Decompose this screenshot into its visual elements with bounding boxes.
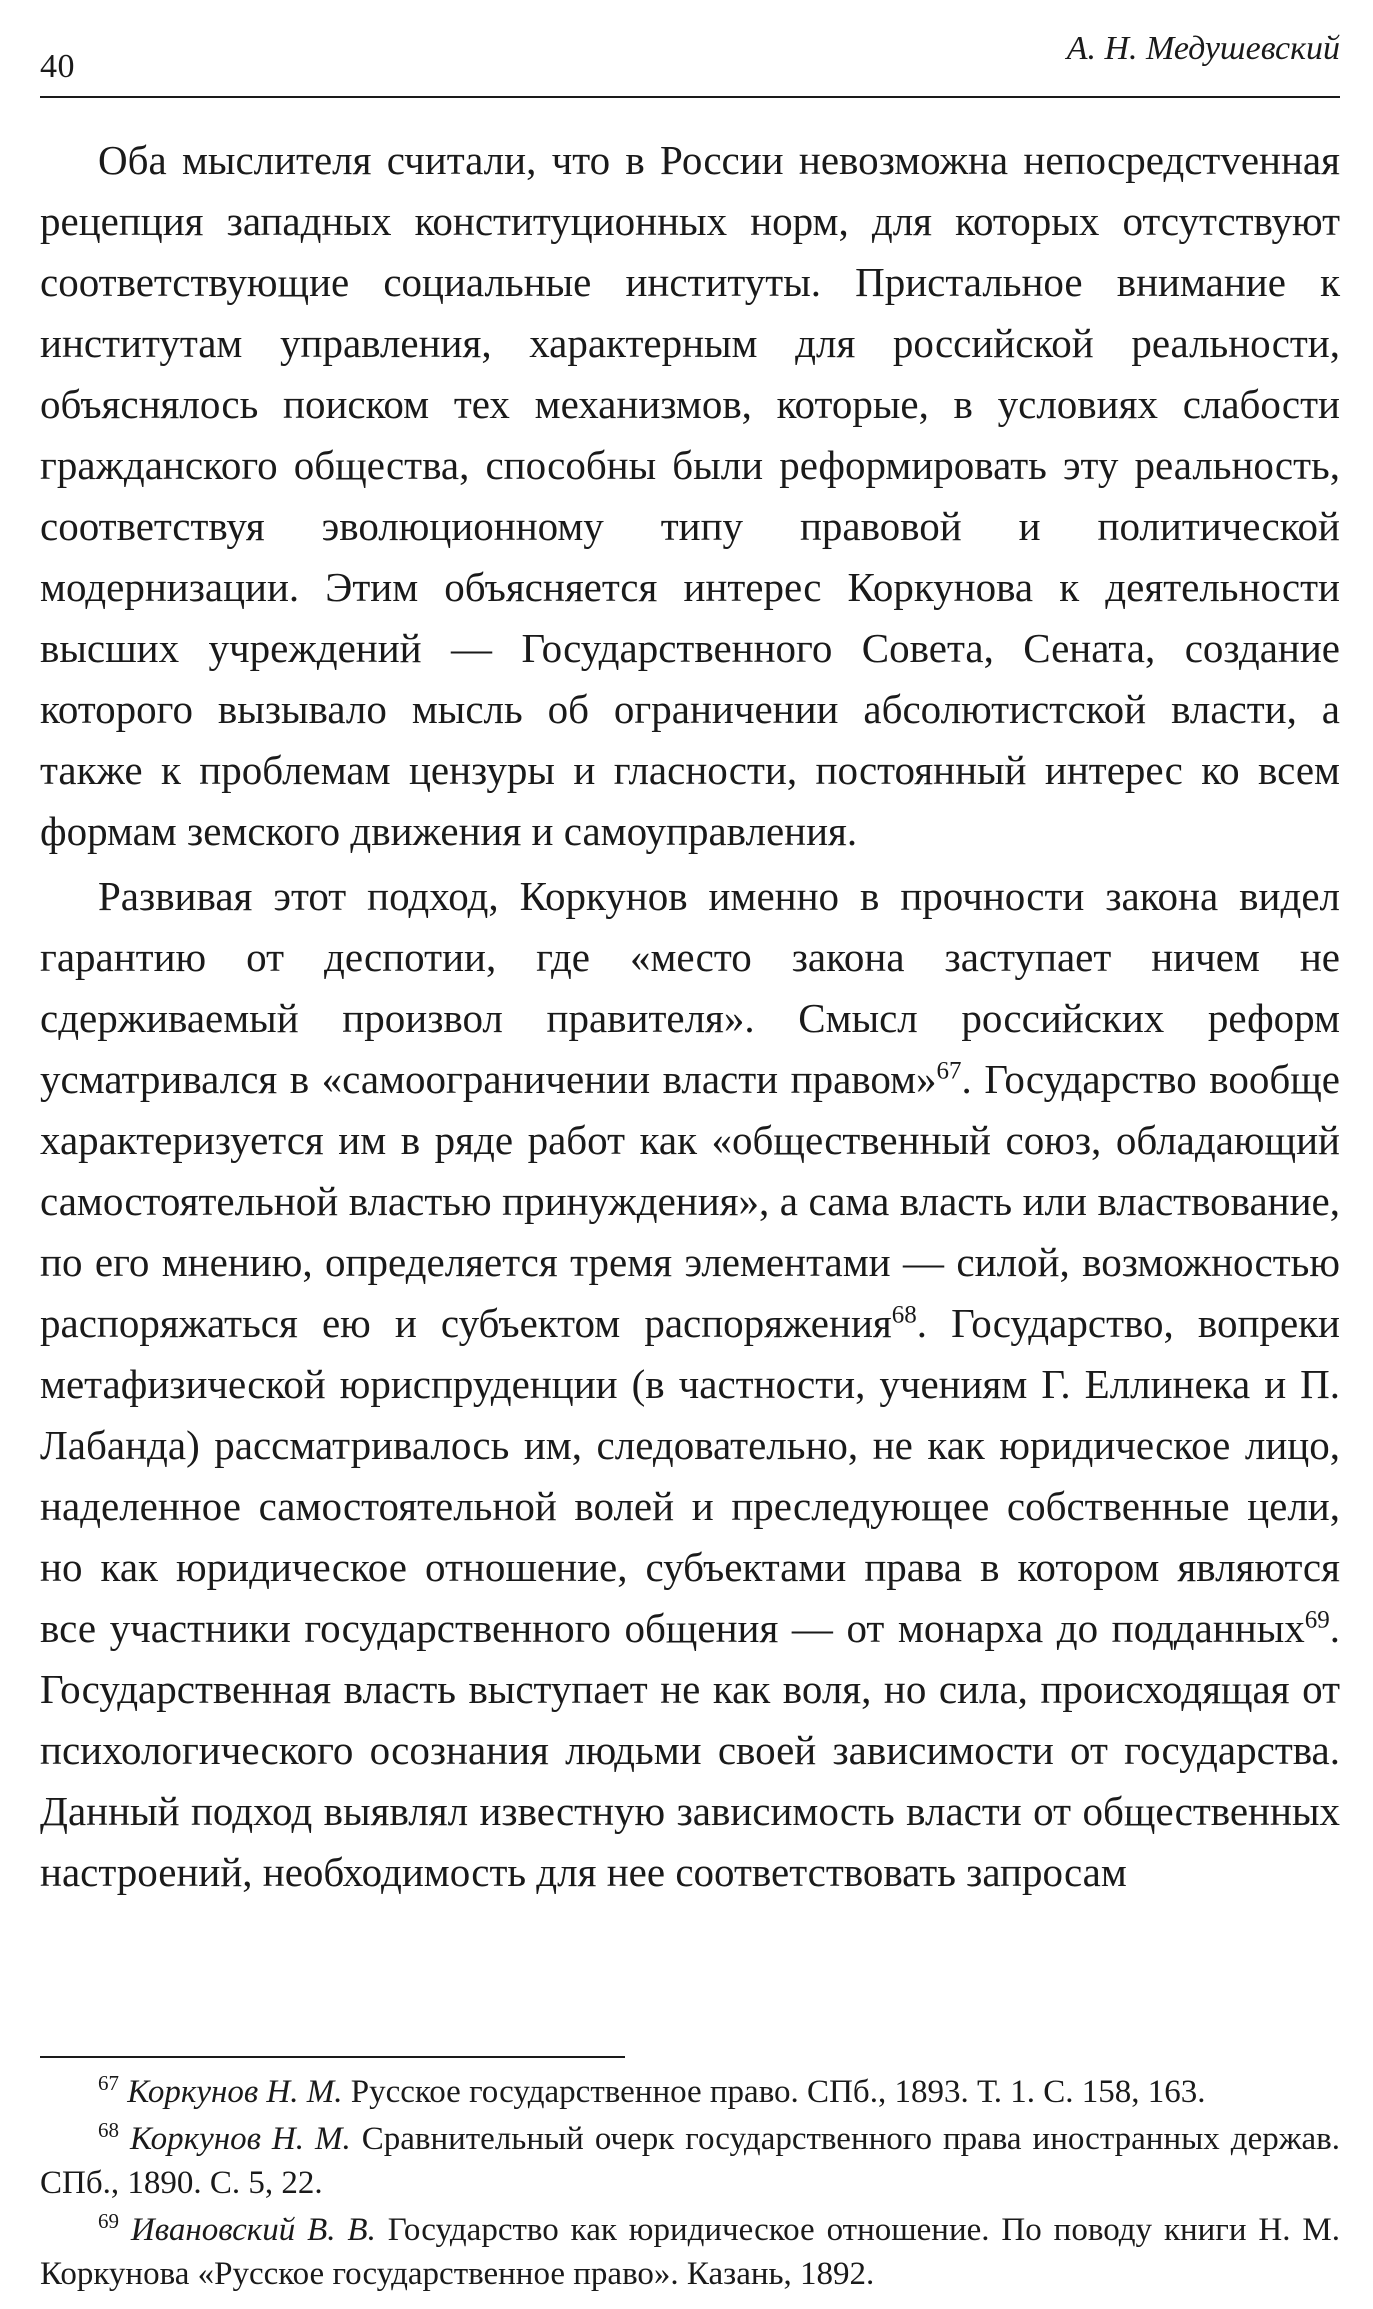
footnote	[40, 2070, 1340, 2114]
paragraph-text: Оба мыслителя считали, что в России невозможна непосредстvенная рецепция западных конституционных норм, для которых отсутствуют соответствующие социальные институты. Пристальное внимание к институтам управления, характерным для российской реальности, объяснялось поиском тех механизмов, которые, в условиях слабости гражданского общества, способны были реформировать эту реальность, соответствуя эволюционному типу правовой и политической модернизации. Этим объясняется интерес Коркунова к деятельности высших учреждений — Государственного Совета, Сената, создание которого вызывало мысль об ограничении абсолютистской власти, а также к проблемам цензуры и гласности, постоянный интерес ко всем формам земского движения и самоуправления.	[40, 137, 1340, 854]
footnotes	[40, 2070, 1340, 2299]
footnote-number: 68	[98, 2118, 119, 2142]
footnote-author: Ивановский В. В.	[130, 2212, 376, 2248]
paragraph-text: . Государство, вопреки метафизической юриспруденции (в частности, учениям Г. Еллинека и П. Лабанда) рассматривалось им, следовательно, не как юридическое лицо, наделенное самостоятельной волей и преследующее собственные цели, но как юридическое отношение, субъектами права в котором являются все участники государственного общения — от монарха до подданных	[40, 1300, 1340, 1651]
header-rule	[40, 96, 1340, 98]
footnote-number: 67	[98, 2071, 119, 2095]
footnote-text: Государство как юридическое отношение. По поводу книги Н. М. Коркунова «Русское государственное право». Казань, 1892.	[40, 2212, 1341, 2292]
footnote-separator	[40, 2056, 625, 2058]
footnote	[40, 2117, 1340, 2205]
footnote-author: Коркунов Н. М.	[129, 2121, 351, 2157]
footnote-text: Сравнительный очерк государственного права иностранных держав. СПб., 1890. С. 5, 22.	[40, 2121, 1340, 2201]
footnote-reference[interactable]: 68	[891, 1301, 917, 1329]
paragraph	[40, 130, 1340, 862]
footnote	[40, 2208, 1340, 2296]
paragraph-text: . Государство вообще характеризуется им в ряде работ как «общественный союз, обладающий самостоятельной властью принуждения», а сама власть или властвование, по его мнению, определяется тремя элементами — силой, возможностью распоряжаться ею и субъектом распоряжения	[40, 1056, 1340, 1346]
page-number: 40	[40, 48, 75, 85]
footnote-number: 69	[98, 2209, 119, 2233]
footnote-text: Русское государственное право. СПб., 1893. Т. 1. С. 158, 163.	[342, 2074, 1206, 2110]
running-head: А. Н. Медушевский	[1066, 30, 1340, 67]
paragraph	[40, 866, 1340, 1903]
footnote-reference[interactable]: 67	[936, 1057, 962, 1085]
paragraph-text: . Государственная власть выступает не как воля, но сила, происходящая от психологического осознания людьми своей зависимости от государства. Данный подход выявлял известную зависимость власти от общественных настроений, необходимость для нее соответствовать запросам	[40, 1605, 1340, 1895]
body-text	[40, 130, 1340, 1903]
page-header	[40, 26, 1340, 96]
footnote-author: Коркунов Н. М.	[127, 2074, 343, 2110]
paragraph-text: Развивая этот подход, Коркунов именно в прочности закона видел гарантию от деспотии, где «место закона заступает ничем не сдерживаемый произвол правителя». Смысл российских реформ усматривался в «самоограничении власти правом»	[40, 873, 1340, 1102]
footnote-reference[interactable]: 69	[1304, 1606, 1330, 1634]
